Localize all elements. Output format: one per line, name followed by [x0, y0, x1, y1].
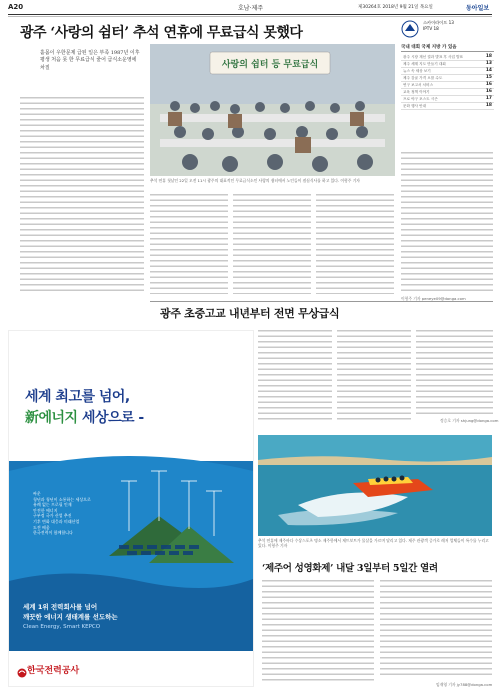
section-name: 호남·제주: [238, 5, 264, 12]
article1-body-col4: [316, 192, 394, 294]
article3-byline: 임재영 기자 jy788@donga.com: [436, 682, 493, 687]
jet-boat-photo: [258, 435, 492, 536]
kepco-logo-text: 한국전력공사: [27, 666, 80, 676]
toc-row: 연구 보고서 서비스 16: [403, 82, 492, 87]
ad-list-item: 싸운: [33, 491, 41, 496]
photo-sign: 사랑의 쉼터 등 무료급식: [221, 60, 319, 70]
ad-list-item: 도전 배움: [33, 524, 50, 530]
toc-row: 교육 정책 이야기 16: [403, 89, 492, 94]
kepco-logo-icon: [17, 663, 27, 682]
free-meal-photo: [150, 44, 395, 176]
toc-row: 뉴스 속 세상 보기 14: [403, 68, 492, 73]
article1-body-col3: [233, 192, 311, 294]
article3-photo-caption: 추석 연휴에 제주바다 수상스포츠 명소 제주항에서 제트보트가 물살을 가르며 달리고 있다. 제주 관광객 증가로 레저 업체들이 특수를 누리고 있다. 이형주 기자: [258, 538, 489, 548]
article1-photo: [150, 44, 395, 176]
ad-slogan-line2: 깨끗한 에너지 생태계를 선도하는: [23, 613, 118, 621]
article2-headline: 광주 초중고교 내년부터 전면 무상급식: [160, 307, 340, 320]
ad-slogan-line1: 세계 1위 전력회사를 넘어: [23, 603, 98, 611]
ad-text-list: [33, 491, 91, 536]
toc-section-title: 국내 대회 국제 지방 가 있음: [401, 44, 494, 52]
page-number: A20: [8, 3, 24, 11]
ad-list-item: 한국전력이 함께합니다: [33, 530, 73, 536]
article1-body-col5: [401, 150, 493, 294]
article3-body-col1: [262, 578, 374, 684]
ad-title-rest: 세상으로 -: [77, 410, 144, 426]
toc-channel-item: 스카이라이프 13: [423, 20, 454, 25]
article2-byline: 정승호 기자 shjung@donga.com: [440, 418, 499, 423]
ad-list-item: 유례 없는 프로필 인재: [33, 502, 72, 508]
header-rule: [8, 14, 492, 15]
toc-channel-item: IPTV 18: [423, 26, 439, 31]
article1-byline: 이형주 기자 peneye09@donga.com: [401, 296, 466, 301]
header-rule-thin: [8, 16, 492, 17]
article2-body-col3: [416, 328, 493, 416]
toc-row: 문화 행사 안내 18: [403, 103, 492, 108]
toc-row: 제주 감귤 가격 오를 수도 15: [403, 75, 492, 80]
ad-title-green: 新에너지: [25, 410, 78, 426]
article3-body-col2: [380, 578, 492, 678]
issue-date: 제30264호 2018년 9월 21일 목요일: [358, 5, 433, 10]
article2-body-col2: [337, 328, 411, 423]
article3-headline: ‘제주어 성영화제’ 내달 3일부터 5일간 열려: [262, 563, 438, 574]
ad-title-line2: [25, 407, 144, 427]
ad-slogan-english: Clean Energy, Smart KEPCO: [23, 624, 101, 630]
toc-row: 제주 세계 지도 만들기 대회 13: [403, 61, 492, 66]
ad-title-line1: 세계 최고를 넘어,: [25, 389, 130, 405]
article2-body-col1: [258, 328, 332, 423]
kepco-advertisement[interactable]: [8, 330, 254, 687]
ad-list-item: 안전한 에너지: [33, 507, 58, 513]
table-of-contents: [401, 20, 494, 142]
section-divider: [150, 301, 493, 302]
article1-body-col1: [20, 95, 144, 295]
ad-list-item: 청년과 청년이 소통하는 세상으로: [33, 496, 91, 502]
toc-row: 프로 야구 포스트 시즌 17: [403, 96, 492, 101]
article1-body-col2: [150, 192, 228, 294]
toc-row: 광주 시장 재선 결과 발표 후 사업 발표 18: [403, 54, 492, 59]
article1-headline: 광주 ‘사랑의 쉼터’ 추석 연휴에 무료급식 못했다: [20, 25, 303, 41]
article1-lede: 홀몸이 우한문제 급된 일은 부족 1987년 이후 평생 처음 못 한 무료급식 줄어 급식소운영에 차질: [40, 50, 140, 71]
paper-logo: 동아일보: [466, 5, 490, 12]
article3-photo: [258, 435, 492, 536]
ad-list-item: 기후 변화 대응과 미래산업: [33, 518, 80, 524]
ad-list-item: 구부정 국가 산업 추진: [33, 513, 72, 519]
donga-logo-icon: [401, 20, 419, 38]
toc-channel-list: [423, 20, 454, 32]
article1-photo-caption: 추석 연휴 첫날인 22일 오전 11시 광주의 대표적인 무료급식소인 사랑의 쉼터에서 노인들이 점심식사를 하고 있다. 이형주 기자: [150, 178, 360, 183]
